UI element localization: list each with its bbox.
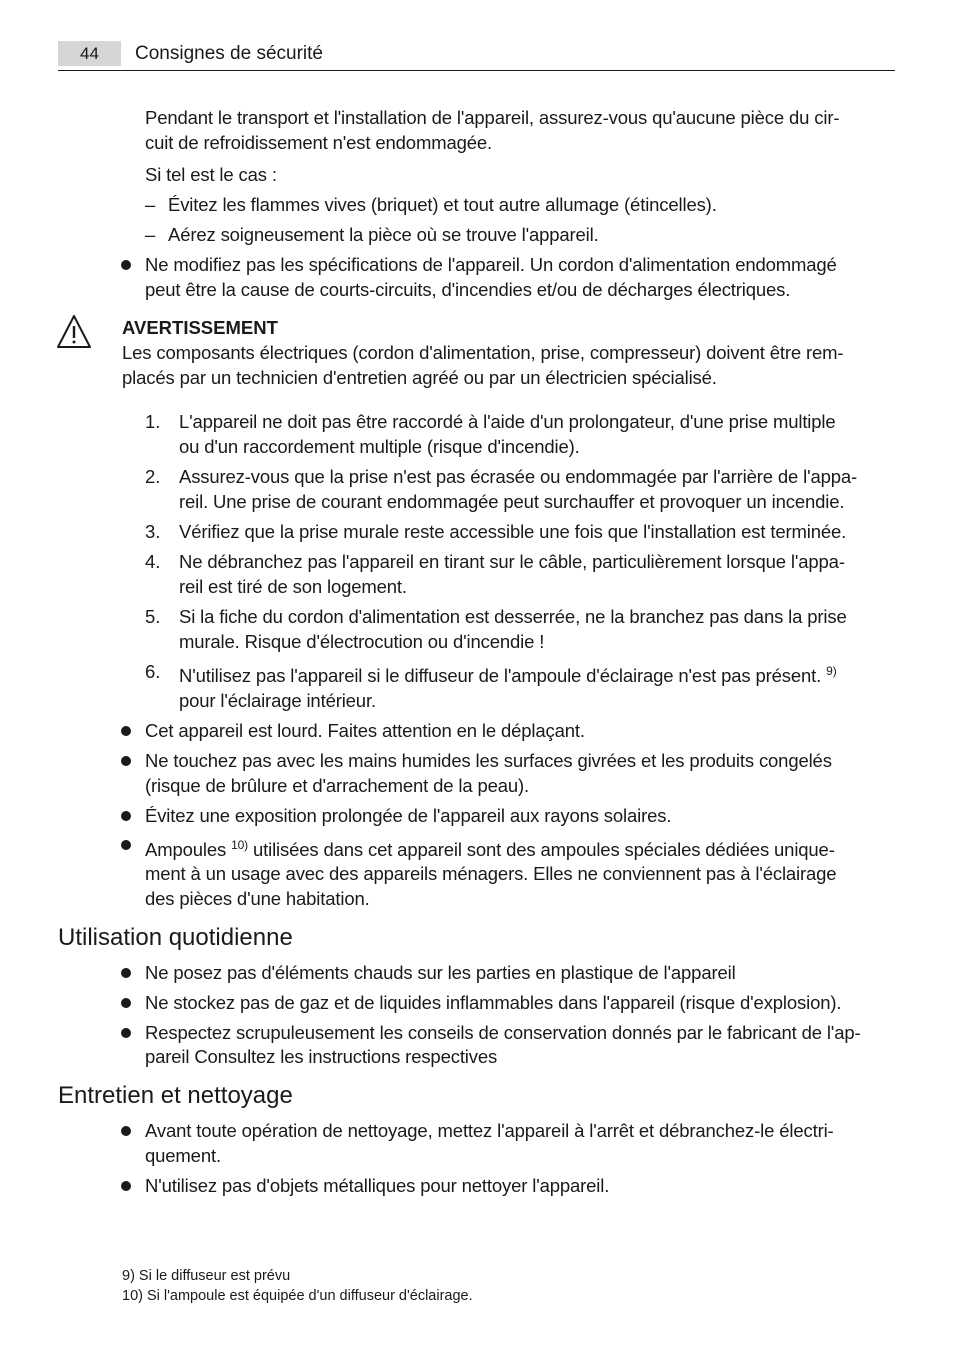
numbered-item-line: N'utilisez pas l'appareil si le diffuseur de l'ampoule d'éclairage n'est pas présent. xyxy=(179,665,822,686)
list-number: 4. xyxy=(145,551,161,572)
list-number: 6. xyxy=(145,661,161,682)
bullet-marker xyxy=(121,968,131,978)
bullet-marker xyxy=(121,260,131,270)
dash-marker: – xyxy=(145,224,156,245)
warning-text: placés par un technicien d'entretien agréé ou par un électricien spécialisé. xyxy=(122,367,717,388)
bulbs-text xyxy=(145,837,835,862)
bullet-marker xyxy=(121,840,131,850)
bullet-text: peut être la cause de courts-circuits, d'incendies et/ou de décharges électriques. xyxy=(145,279,791,300)
dash-item: Aérez soigneusement la pièce où se trouve l'appareil. xyxy=(168,224,599,245)
header-title: Consignes de sécurité xyxy=(135,43,323,64)
numbered-item-text: murale. Risque d'électrocution ou d'incendie ! xyxy=(179,631,545,652)
bulbs-text: des pièces d'une habitation. xyxy=(145,888,370,909)
bullet-text: quement. xyxy=(145,1145,221,1166)
bulbs-text: ment à un usage avec des appareils ménagers. Elles ne conviennent pas à l'éclairage xyxy=(145,863,837,884)
bulbs-line: utilisées dans cet appareil sont des ampoules spéciales dédiées unique- xyxy=(252,839,835,860)
bullet-text: Ne stockez pas de gaz et de liquides inflammables dans l'appareil (risque d'explosion). xyxy=(145,992,842,1013)
bullet-marker xyxy=(121,726,131,736)
bullet-text: Ne touchez pas avec les mains humides les surfaces givrées et les produits congelés xyxy=(145,750,832,771)
intro-line-2: cuit de refroidissement n'est endommagée. xyxy=(145,132,493,153)
bulbs-prefix: Ampoules xyxy=(145,839,227,860)
bullet-text: Respectez scrupuleusement les conseils de conservation donnés par le fabricant de l'ap- xyxy=(145,1022,861,1043)
warning-triangle-icon xyxy=(55,313,93,351)
bullet-marker xyxy=(121,1126,131,1136)
numbered-item-text: pour l'éclairage intérieur. xyxy=(179,690,376,711)
numbered-item-text: Vérifiez que la prise murale reste accessible une fois que l'installation est terminée. xyxy=(179,521,847,542)
numbered-item-text: ou d'un raccordement multiple (risque d'incendie). xyxy=(179,436,580,457)
if-case-text: Si tel est le cas : xyxy=(145,164,277,185)
bullet-text: pareil Consultez les instructions respectives xyxy=(145,1046,498,1067)
list-number: 1. xyxy=(145,411,161,432)
dash-item: Évitez les flammes vives (briquet) et tout autre allumage (étincelles). xyxy=(168,194,717,215)
footnote-ref: 10) xyxy=(231,838,248,852)
warning-title: AVERTISSEMENT xyxy=(122,317,278,338)
footnote: 10) Si l'ampoule est équipée d'un diffuseur d'éclairage. xyxy=(122,1288,473,1304)
intro-line-1: Pendant le transport et l'installation de l'appareil, assurez-vous qu'aucune pièce du cir- xyxy=(145,107,840,128)
warning-text: Les composants électriques (cordon d'alimentation, prise, compresseur) doivent être rem- xyxy=(122,342,844,363)
bullet-text: Cet appareil est lourd. Faites attention en le déplaçant. xyxy=(145,720,585,741)
bullet-marker xyxy=(121,811,131,821)
section-heading-cleaning: Entretien et nettoyage xyxy=(58,1082,293,1109)
dash-marker: – xyxy=(145,194,156,215)
numbered-item-text xyxy=(179,663,837,688)
bullet-text: N'utilisez pas d'objets métalliques pour nettoyer l'appareil. xyxy=(145,1175,610,1196)
bullet-marker xyxy=(121,756,131,766)
section-heading-daily-use: Utilisation quotidienne xyxy=(58,924,293,951)
bullet-text: Ne modifiez pas les spécifications de l'appareil. Un cordon d'alimentation endommagé xyxy=(145,254,837,275)
bullet-text: (risque de brûlure et d'arrachement de la peau). xyxy=(145,775,530,796)
numbered-item-text: Assurez-vous que la prise n'est pas écrasée ou endommagée par l'arrière de l'appa- xyxy=(179,466,858,487)
bullet-text: Ne posez pas d'éléments chauds sur les parties en plastique de l'appareil xyxy=(145,962,736,983)
numbered-item-text: L'appareil ne doit pas être raccordé à l'aide d'un prolongateur, d'une prise multiple xyxy=(179,411,836,432)
footnote: 9) Si le diffuseur est prévu xyxy=(122,1268,291,1284)
bullet-text: Évitez une exposition prolongée de l'appareil aux rayons solaires. xyxy=(145,805,672,826)
bullet-text: Avant toute opération de nettoyage, mettez l'appareil à l'arrêt et débranchez-le électri- xyxy=(145,1120,834,1141)
list-number: 3. xyxy=(145,521,161,542)
list-number: 5. xyxy=(145,606,161,627)
footnote-ref: 9) xyxy=(826,664,837,678)
numbered-item-text: reil. Une prise de courant endommagée peut surchauffer et provoquer un incendie. xyxy=(179,491,845,512)
numbered-item-text: Ne débranchez pas l'appareil en tirant sur le câble, particulièrement lorsque l'appa- xyxy=(179,551,845,572)
numbered-item-text: reil est tiré de son logement. xyxy=(179,576,407,597)
bullet-marker xyxy=(121,1028,131,1038)
header-rule xyxy=(58,70,895,71)
list-number: 2. xyxy=(145,466,161,487)
page-number: 44 xyxy=(80,44,99,63)
bullet-marker xyxy=(121,1181,131,1191)
numbered-item-text: Si la fiche du cordon d'alimentation est desserrée, ne la branchez pas dans la prise xyxy=(179,606,847,627)
bullet-marker xyxy=(121,998,131,1008)
